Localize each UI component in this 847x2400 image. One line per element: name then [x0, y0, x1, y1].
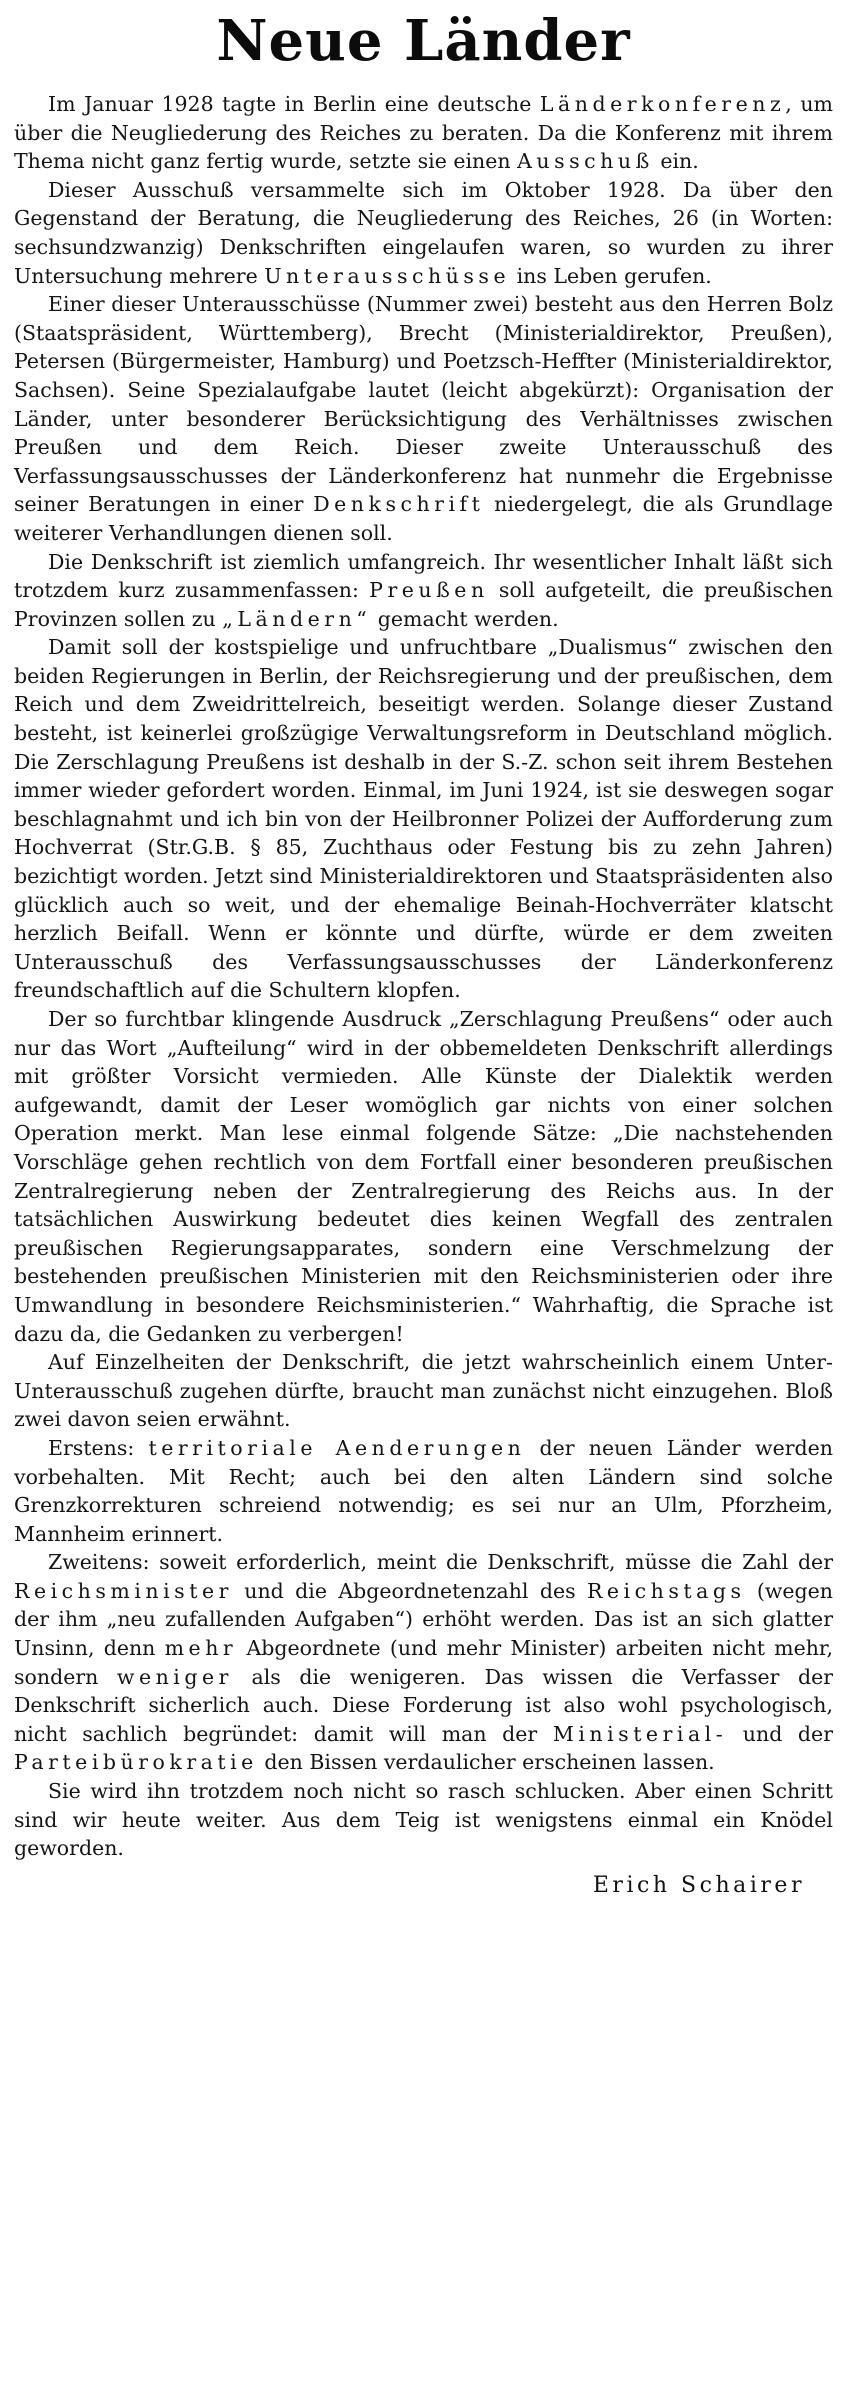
- spaced-emphasis-text: Preußen: [369, 578, 489, 603]
- paragraph-text: und der: [727, 1721, 833, 1746]
- article-paragraph: [14, 548, 833, 634]
- article-paragraph: [14, 633, 833, 1005]
- article-paragraph: [14, 1548, 833, 1777]
- paragraph-text: Die Denkschrift ist ziemlich umfangreich. Ihr wesentlicher Inhalt läßt sich trotzdem kurz zusammenfassen:: [14, 549, 833, 603]
- paragraph-text: ein.: [653, 149, 699, 174]
- paragraph-text: Einer dieser Unterausschüsse (Nummer zwei) besteht aus den Herren Bolz (Staatspräsident, Württemberg), Brecht (Ministerialdirektor, Preußen), Petersen (Bürgermeister, Hamburg) und Poetzsch-Heffter (Ministerialdirektor, Sachsen). Seine Spezialaufgabe lautet (leicht abgekürzt): Organisation der Länder, unter besonderer Berücksichtigung des Verhältnisses zwischen Preußen und dem Reich. Dieser zweite Unterausschuß des Verfassungsausschusses der Länderkonferenz hat nunmehr die Ergebnisse seiner Beratungen in einer: [14, 292, 833, 517]
- article-body: [14, 90, 833, 1863]
- paragraph-text: der neuen Länder werden vorbehalten. Mit Recht; auch bei den alten Ländern sind solche Grenzkorrekturen schreiend notwendig; es sei nur an Ulm, Pforzheim, Mannheim erinnert.: [14, 1435, 833, 1546]
- paragraph-text: , um über die Neugliederung des Reiches zu beraten. Da die Konferenz mit ihrem Thema nicht ganz fertig wurde, setzte sie einen: [14, 92, 833, 174]
- spaced-emphasis-text: Reichstags: [586, 1578, 746, 1603]
- paragraph-text: Auf Einzelheiten der Denkschrift, die jetzt wahrscheinlich einem Unter-Unterausschuß zugehen dürfte, braucht man zunächst nicht einzugehen. Bloß zwei davon seien erwähnt.: [14, 1350, 833, 1432]
- spaced-emphasis-text: „Ländern“: [222, 606, 372, 631]
- paragraph-text: Abgeordnete (und mehr Minister) arbeiten nicht mehr, sondern: [14, 1636, 833, 1689]
- spaced-emphasis-text: Denkschrift: [313, 492, 485, 517]
- author-signature: Erich Schairer: [592, 1872, 805, 1898]
- paragraph-text: ins Leben gerufen.: [510, 263, 712, 288]
- paragraph-text: gemacht werden.: [371, 606, 559, 631]
- article-paragraph: [14, 176, 833, 290]
- paragraph-text: den Bissen verdaulicher erscheinen lassen.: [257, 1750, 715, 1775]
- article-headline: Neue Länder: [216, 8, 631, 74]
- spaced-emphasis-text: mehr: [164, 1636, 238, 1661]
- article-paragraph: [14, 1434, 833, 1548]
- paragraph-text: Im Januar 1928 tagte in Berlin eine deutsche: [48, 92, 540, 116]
- article-paragraph: [14, 290, 833, 547]
- spaced-emphasis-text: weniger: [116, 1664, 233, 1689]
- paragraph-text: soll aufgeteilt, die preußischen Provinzen sollen zu: [14, 578, 834, 631]
- paragraph-text: Zweitens: soweit erforderlich, meint die Denkschrift, müsse die Zahl der: [48, 1550, 833, 1575]
- paragraph-text: Dieser Ausschuß versammelte sich im Oktober 1928. Da über den Gegenstand der Beratung, die Neugliederung des Reiches, 26 (in Worten: sechsundzwanzig) Denkschriften eingelaufen waren, so wurden zu ihrer Untersuchung mehrere: [14, 177, 833, 288]
- spaced-emphasis-text: Parteibürokratie: [14, 1750, 258, 1775]
- article-paragraph: [14, 90, 833, 176]
- spaced-emphasis-text: Ministerial-: [552, 1721, 728, 1746]
- paragraph-text: Damit soll der kostspielige und unfruchtbare „Dualismus“ zwischen den beiden Regierungen in Berlin, der Reichsregierung und der preußischen, dem Reich und dem Zweidrittelreich, beseitigt werden. Solange dieser Zustand besteht, ist keinerlei großzügige Verwaltungsreform in Deutschland möglich. Die Zerschlagung Preußens ist deshalb in der S.-Z. schon seit ihrem Bestehen immer wieder gefordert worden. Einmal, im Juni 1924, ist sie deswegen sogar beschlagnahmt und ich bin von der Heilbronner Polizei der Aufforderung zum Hochverrat (Str.G.B. § 85, Zuchthaus oder Festung bis zu zehn Jahren) bezichtigt worden. Jetzt sind Ministerialdirektoren und Staatspräsidenten also glücklich auch so weit, und der ehemalige Beinah-Hochverräter klatscht herzlich Beifall. Wenn er könnte und dürfte, würde er dem zweiten Unterausschuß des Verfassungsausschusses der Länderkonferenz freundschaftlich auf die Schultern klopfen.: [14, 635, 833, 1003]
- spaced-emphasis-text: Ausschuß: [517, 149, 654, 174]
- paragraph-text: Der so furchtbar klingende Ausdruck „Zerschlagung Preußens“ oder auch nur das Wort „Aufteilung“ wird in der obbemeldeten Denkschrift allerdings mit größter Vorsicht vermieden. Alle Künste der Dialektik werden aufgewandt, damit der Leser womöglich gar nichts von einer solchen Operation merkt. Man lese einmal folgende Sätze: „Die nachstehenden Vorschläge gehen rechtlich von dem Fortfall einer besonderen preußischen Zentralregierung neben der Zentralregierung des Reichs aus. In der tatsächlichen Auswirkung bedeutet dies keinen Wegfall des zentralen preußischen Regierungsapparates, sondern eine Verschmelzung der bestehenden preußischen Ministerien mit den Reichsministerien oder ihre Umwandlung in besondere Reichsministerien.“ Wahrhaftig, die Sprache ist dazu da, die Gedanken zu verbergen!: [14, 1007, 833, 1346]
- spaced-emphasis-text: territoriale Aenderungen: [148, 1435, 526, 1460]
- spaced-emphasis-text: Reichsminister: [14, 1578, 233, 1603]
- article-paragraph: [14, 1005, 833, 1348]
- paragraph-text: (wegen der ihm „neu zufallenden Aufgaben“) erhöht werden. Das ist an sich glatter Unsinn, denn: [14, 1578, 833, 1661]
- paragraph-text: und die Abgeordnetenzahl des: [232, 1578, 587, 1603]
- paragraph-text: Erstens:: [48, 1435, 149, 1460]
- article-paragraph: [14, 1348, 833, 1434]
- paragraph-text: als die wenigeren. Das wissen die Verfasser der Denkschrift sicherlich auch. Diese Forderung ist also wohl psychologisch, nicht sachlich begründet: damit will man der: [14, 1664, 834, 1746]
- spaced-emphasis-text: Unterausschüsse: [264, 263, 511, 288]
- paragraph-text: Sie wird ihn trotzdem noch nicht so rasch schlucken. Aber einen Schritt sind wir heute weiter. Aus dem Teig ist wenigstens einmal ein Knödel geworden.: [14, 1779, 833, 1861]
- spaced-emphasis-text: Länderkonferenz: [539, 92, 786, 116]
- paragraph-text: niedergelegt, die als Grundlage weiterer Verhandlungen dienen soll.: [14, 492, 833, 545]
- article-paragraph: [14, 1777, 833, 1863]
